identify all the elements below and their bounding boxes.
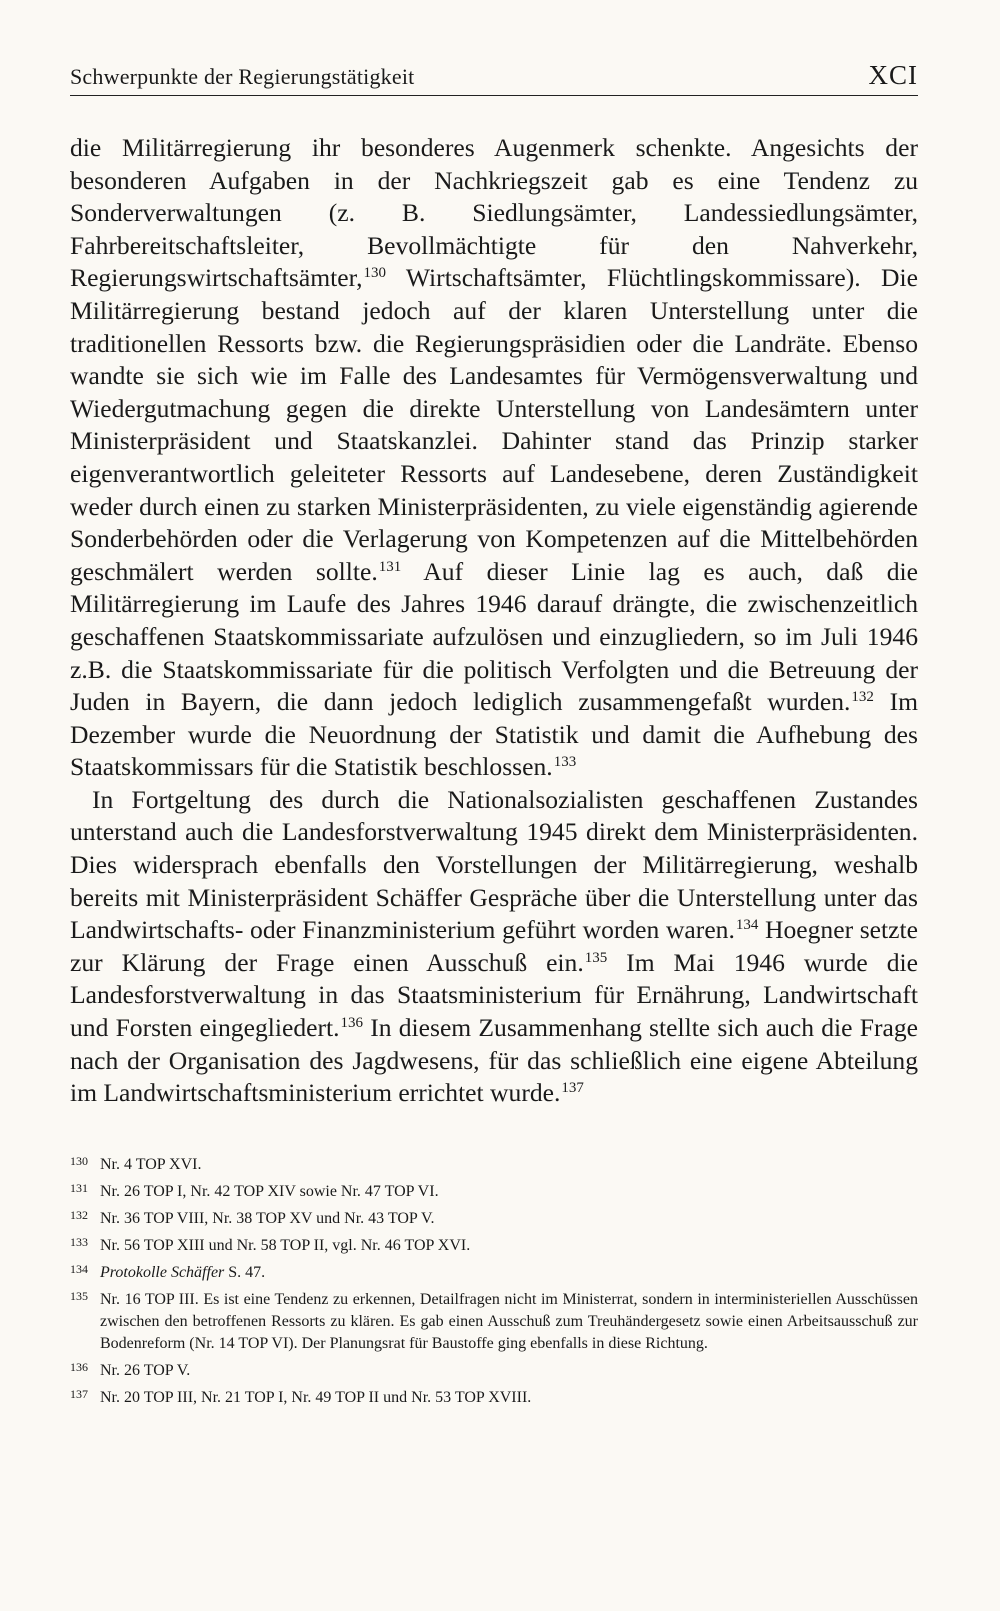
footnote: [70, 1262, 918, 1284]
main-text: [70, 132, 918, 1110]
footnote-ref-131[interactable]: 131: [378, 558, 402, 575]
paragraph-2-text-3: Im Mai 1946 wurde die Landesforstverwaltung in das Staatsministerium für Ernährung, Landwirtschaft und Forsten eingegliedert.: [70, 947, 918, 1043]
page-header: [70, 60, 918, 96]
footnote-text: Nr. 4 TOP XVI.: [100, 1155, 202, 1173]
paragraph-2: [70, 784, 918, 1110]
footnote: [70, 1235, 918, 1257]
footnote-text: Nr. 56 TOP XIII und Nr. 58 TOP II, vgl. Nr. 46 TOP XVI.: [100, 1236, 471, 1254]
footnote-text: Nr. 20 TOP III, Nr. 21 TOP I, Nr. 49 TOP II und Nr. 53 TOP XVIII.: [100, 1388, 532, 1406]
footnote-text-rest: S. 47.: [224, 1263, 266, 1281]
running-title: Schwerpunkte der Regierungstätigkeit: [70, 64, 415, 89]
footnote: [70, 1289, 918, 1355]
footnote-ref-137[interactable]: 137: [561, 1080, 584, 1097]
footnote-ref-136[interactable]: 136: [340, 1015, 364, 1032]
footnote-text: Nr. 26 TOP I, Nr. 42 TOP XIV sowie Nr. 47 TOP VI.: [100, 1182, 439, 1200]
paragraph-1: [70, 132, 918, 784]
footnote-ref-130[interactable]: 130: [363, 265, 387, 282]
paragraph-1-text-3: Auf dieser Linie lag es auch, daß die Militärregierung im Laufe des Jahres 1946 darauf drängte, die zwischenzeitlich geschaffenen Staatskommissariate aufzulösen und einzugliedern, so im Juli 1946 z.B. die Staatskommissariate für die politisch Verfolgten und die Betreuung der Juden in Bayern, die dann jedoch lediglich zusammengefaßt wurden.: [70, 556, 918, 717]
footnote-italic-title: Protokolle Schäffer: [100, 1263, 225, 1281]
footnote-number: 137: [70, 1386, 88, 1401]
footnote: [70, 1360, 918, 1382]
footnote-number: 130: [70, 1153, 88, 1168]
paragraph-2-text-4: In diesem Zusammenhang stellte sich auch die Frage nach der Organisation des Jagdwesens, für das schließlich eine eigene Abteilung im Landwirtschaftsministerium errichtet wurde.: [70, 1013, 918, 1108]
footnote-number: 133: [70, 1234, 88, 1249]
page-number: XCI: [868, 60, 918, 90]
footnote: [70, 1208, 918, 1230]
footnote-ref-133[interactable]: 133: [553, 754, 577, 771]
footnote-number: 135: [70, 1288, 88, 1303]
footnote-ref-134[interactable]: 134: [735, 917, 759, 934]
paragraph-2-text-1: In Fortgeltung des durch die Nationalsozialisten geschaffenen Zustandes unterstand auch die Landesforstverwaltung 1945 direkt dem Ministerpräsidenten. Dies widersprach ebenfalls den Vorstellungen der Militärregierung, weshalb bereits mit Ministerpräsident Schäffer Gespräche über die Unterstellung unter das Landwirtschafts- oder Finanzministerium geführt worden waren.: [70, 784, 918, 945]
footnote: [70, 1387, 918, 1409]
paragraph-1-text-4: Im Dezember wurde die Neuordnung der Statistik und damit die Aufhebung des Staatskommissars für die Statistik beschlossen.: [70, 687, 918, 782]
footnote: [70, 1154, 918, 1176]
paragraph-1-text-2: Wirtschaftsämter, Flüchtlingskommissare). Die Militärregierung bestand jedoch auf der klaren Unterstellung unter die traditionellen Ressorts bzw. die Regierungspräsidien oder die Landräte. Ebenso wandte sie sich wie im Falle des Landesamtes für Vermögensverwaltung und Wiedergutmachung gegen die direkte Unterstellung von Landesämtern unter Ministerpräsident und Staatskanzlei. Dahinter stand das Prinzip starker eigenverantwortlich geleiteter Ressorts auf Landesebene, deren Zuständigkeit weder durch einen zu starken Ministerpräsidenten, zu viele eigenständig agierende Sonderbehörden oder die Verlagerung von Kompetenzen auf die Mittelbehörden geschmälert werden sollte.: [70, 263, 918, 586]
footnote-text: Nr. 26 TOP V.: [100, 1361, 191, 1379]
paragraph-2-text-2: Hoegner setzte zur Klärung der Frage einen Ausschuß ein.: [70, 915, 918, 977]
footnote-number: 134: [70, 1261, 88, 1276]
footnote: [70, 1181, 918, 1203]
footnote-ref-135[interactable]: 135: [584, 949, 608, 966]
footnote-number: 136: [70, 1359, 88, 1374]
footnotes: [70, 1154, 918, 1409]
footnote-text: [100, 1262, 918, 1284]
footnote-text: Nr. 16 TOP III. Es ist eine Tendenz zu erkennen, Detailfragen nicht im Ministerrat, sondern in interministeriellen Ausschüssen zwischen den betroffenen Ressorts zu klären. Es gab einen Ausschuß zum Treuhändergesetz sowie einen Arbeitsausschuß zur Bodenreform (Nr. 14 TOP VI). Der Planungsrat für Baustoffe ging ebenfalls in diese Richtung.: [100, 1290, 918, 1352]
book-page: [70, 60, 918, 1414]
footnote-number: 131: [70, 1180, 88, 1195]
paragraph-1-text-1: die Militärregierung ihr besonderes Augenmerk schenkte. Angesichts der besonderen Aufgaben in der Nachkriegszeit gab es eine Tendenz zu Sonderverwaltungen (z. B. Siedlungsämter, Landessiedlungsämter, Fahrbereitschaftsleiter, Bevollmächtigte für den Nahverkehr, Regierungswirtschaftsämter,: [70, 133, 918, 293]
footnote-number: 132: [70, 1207, 88, 1222]
footnote-text: Nr. 36 TOP VIII, Nr. 38 TOP XV und Nr. 43 TOP V.: [100, 1209, 435, 1227]
footnote-ref-132[interactable]: 132: [851, 689, 874, 706]
